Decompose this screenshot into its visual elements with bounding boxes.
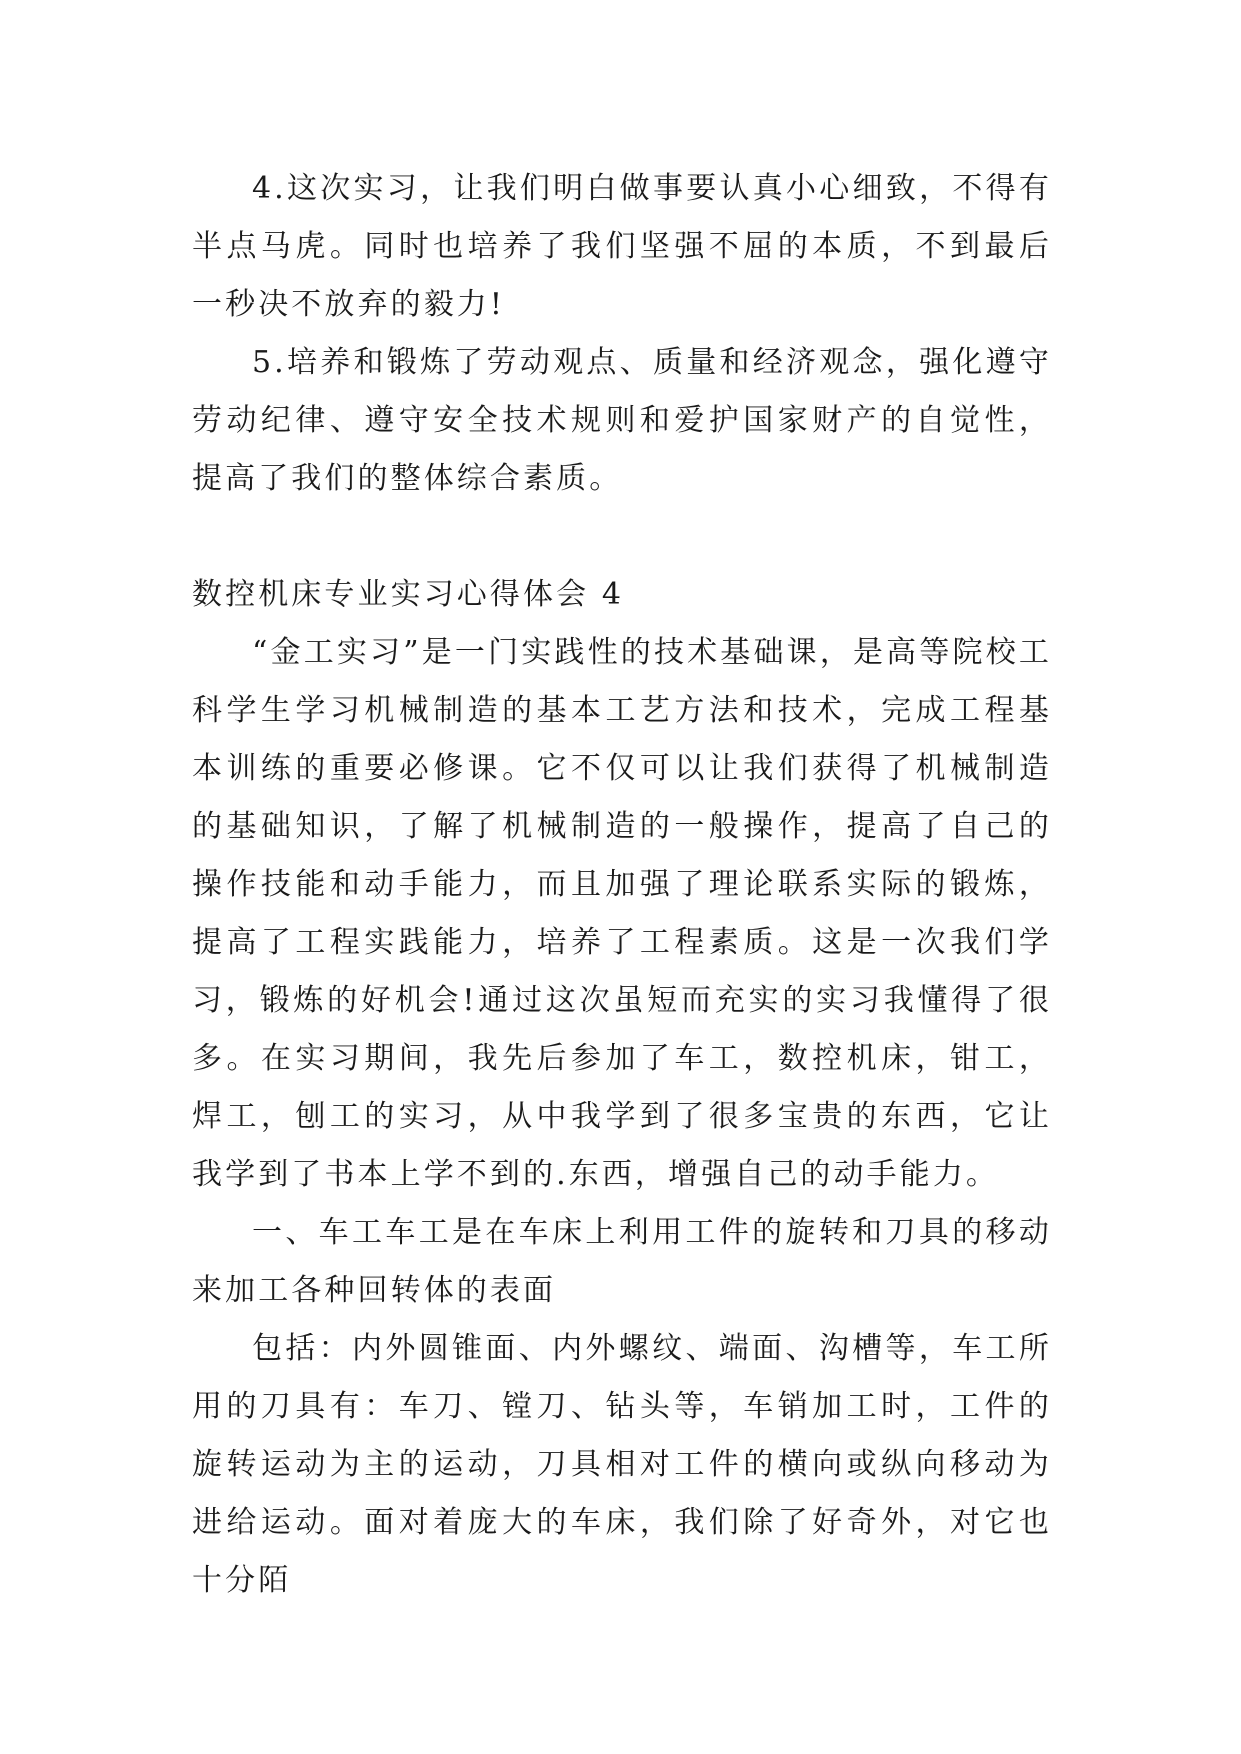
paragraph-point-4: 4.这次实习，让我们明白做事要认真小心细致，不得有半点马虎。同时也培养了我们坚强不屈的本质，不到最后一秒决不放弃的毅力!	[192, 171, 1052, 322]
paragraph-point-5: 5.培养和锻炼了劳动观点、质量和经济观念，强化遵守劳动纪律、遵守安全技术规则和爱护国家财产的自觉性，提高了我们的整体综合素质。	[192, 345, 1052, 496]
paragraph-intro: “金工实习”是一门实践性的技术基础课，是高等院校工科学生学习机械制造的基本工艺方法和技术，完成工程基本训练的重要必修课。它不仅可以让我们获得了机械制造的基础知识，了解了机械制造的一般操作，提高了自己的操作技能和动手能力，而且加强了理论联系实际的锻炼，提高了工程实践能力，培养了工程素质。这是一次我们学习，锻炼的好机会!通过这次虽短而充实的实习我懂得了很多。在实习期间，我先后参加了车工，数控机床，钳工，焊工，刨工的实习，从中我学到了很多宝贵的东西，它让我学到了书本上学不到的.东西，增强自己的动手能力。	[192, 635, 1052, 1192]
document-body	[192, 160, 1052, 1610]
paragraph-lathe-heading: 一、车工车工是在车床上利用工件的旋转和刀具的移动来加工各种回转体的表面	[192, 1215, 1052, 1308]
section-title: 数控机床专业实习心得体会 4	[192, 577, 625, 612]
paragraph-lathe-details: 包括：内外圆锥面、内外螺纹、端面、沟槽等，车工所用的刀具有：车刀、镗刀、钻头等，车销加工时，工件的旋转运动为主的运动，刀具相对工件的横向或纵向移动为进给运动。面对着庞大的车床，我们除了好奇外，对它也十分陌	[192, 1331, 1052, 1598]
